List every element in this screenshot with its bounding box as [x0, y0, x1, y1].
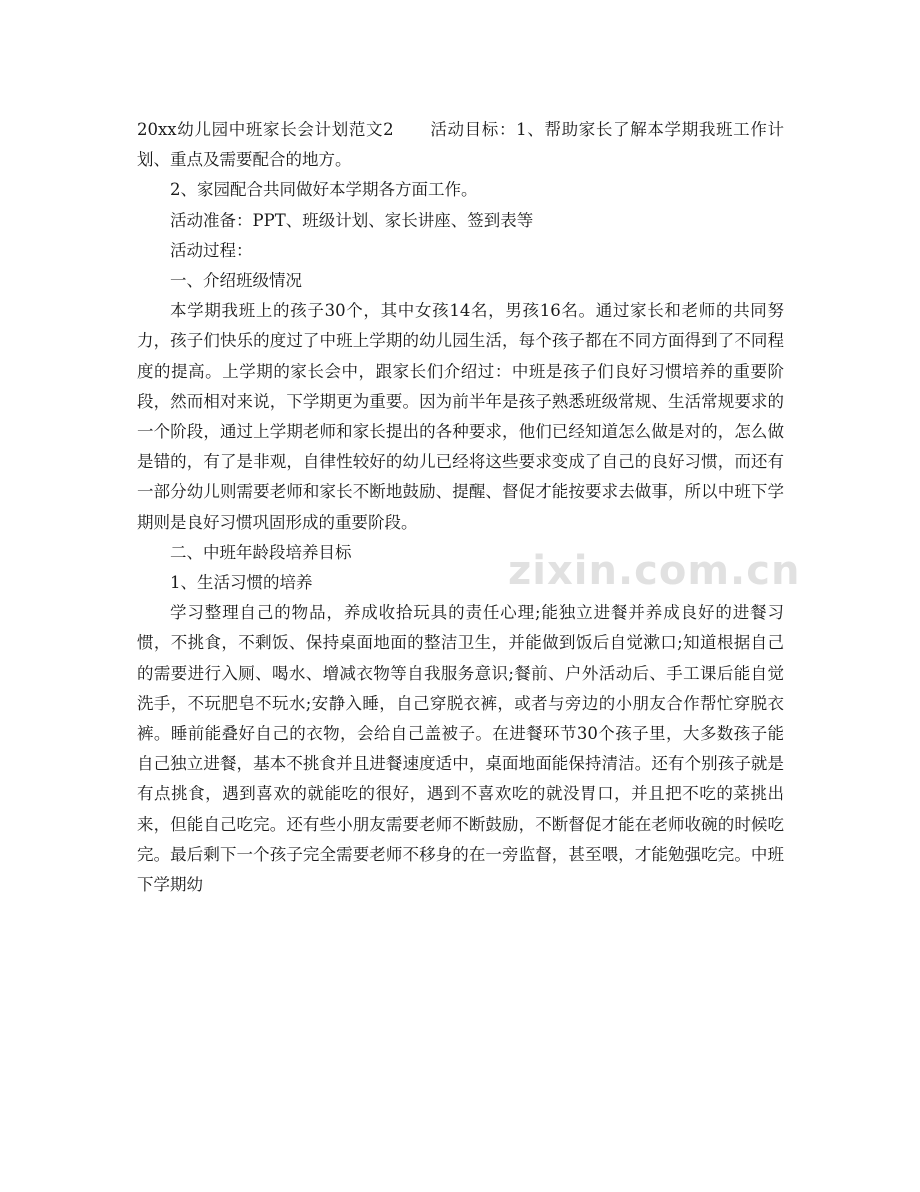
goal-intro: 活动目标：1、帮助家长了解本学期我班工作计划、重点及需要配合的地方。	[137, 120, 784, 170]
subheading-living-habits: 1、生活习惯的培养	[170, 573, 313, 593]
document-body	[137, 115, 784, 900]
section-heading-class-intro: 一、介绍班级情况	[170, 271, 302, 291]
title-paragraph	[137, 115, 784, 175]
paragraph-process-heading: 活动过程：	[170, 240, 253, 260]
watermark: zixin.com.cn	[508, 548, 801, 594]
paragraph-class-intro: 本学期我班上的孩子30个，其中女孩14名，男孩16名。通过家长和老师的共同努力，孩子们快乐的度过了中班上学期的幼儿园生活，每个孩子都在不同方面得到了不同程度的提高。上学期的家长会中，跟家长们介绍过：中班是孩子们良好习惯培养的重要阶段，然而相对来说，下学期更为重要。因为前半年是孩子熟悉班级常规、生活常规要求的一个阶段，通过上学期老师和家长提出的各种要求，他们已经知道怎么做是对的，怎么做是错的，有了是非观，自律性较好的幼儿已经将这些要求变成了自己的良好习惯，而还有一部分幼儿则需要老师和家长不断地鼓励、提醒、督促才能按要求去做事，所以中班下学期则是良好习惯巩固形成的重要阶段。	[137, 301, 784, 532]
paragraph-goal-2: 2、家园配合共同做好本学期各方面工作。	[170, 180, 478, 200]
section-heading-goals: 二、中班年龄段培养目标	[170, 542, 352, 562]
document-title: 20xx幼儿园中班家长会计划范文2	[137, 120, 394, 139]
paragraph-living-habits: 学习整理自己的物品，养成收拾玩具的责任心理;能独立进餐并养成良好的进餐习惯，不挑食，不剩饭、保持桌面地面的整洁卫生，并能做到饭后自觉漱口;知道根据自己的需要进行入厕、喝水、增减衣物等自我服务意识;餐前、户外活动后、手工课后能自觉洗手，不玩肥皂不玩水;安静入睡，自己穿脱衣裤，或者与旁边的小朋友合作帮忙穿脱衣裤。睡前能叠好自己的衣物，会给自己盖被子。在进餐环节30个孩子里，大多数孩子能自己独立进餐，基本不挑食并且进餐速度适中，桌面地面能保持清洁。还有个别孩子就是有点挑食，遇到喜欢的就能吃的很好，遇到不喜欢吃的就没胃口，并且把不吃的菜挑出来，但能自己吃完。还有些小朋友需要老师不断鼓励，不断督促才能在老师收碗的时候吃完。最后剩下一个孩子完全需要老师不移身的在一旁监督，甚至喂，才能勉强吃完。中班下学期幼	[137, 603, 784, 895]
paragraph-preparation: 活动准备：PPT、班级计划、家长讲座、签到表等	[170, 210, 534, 230]
